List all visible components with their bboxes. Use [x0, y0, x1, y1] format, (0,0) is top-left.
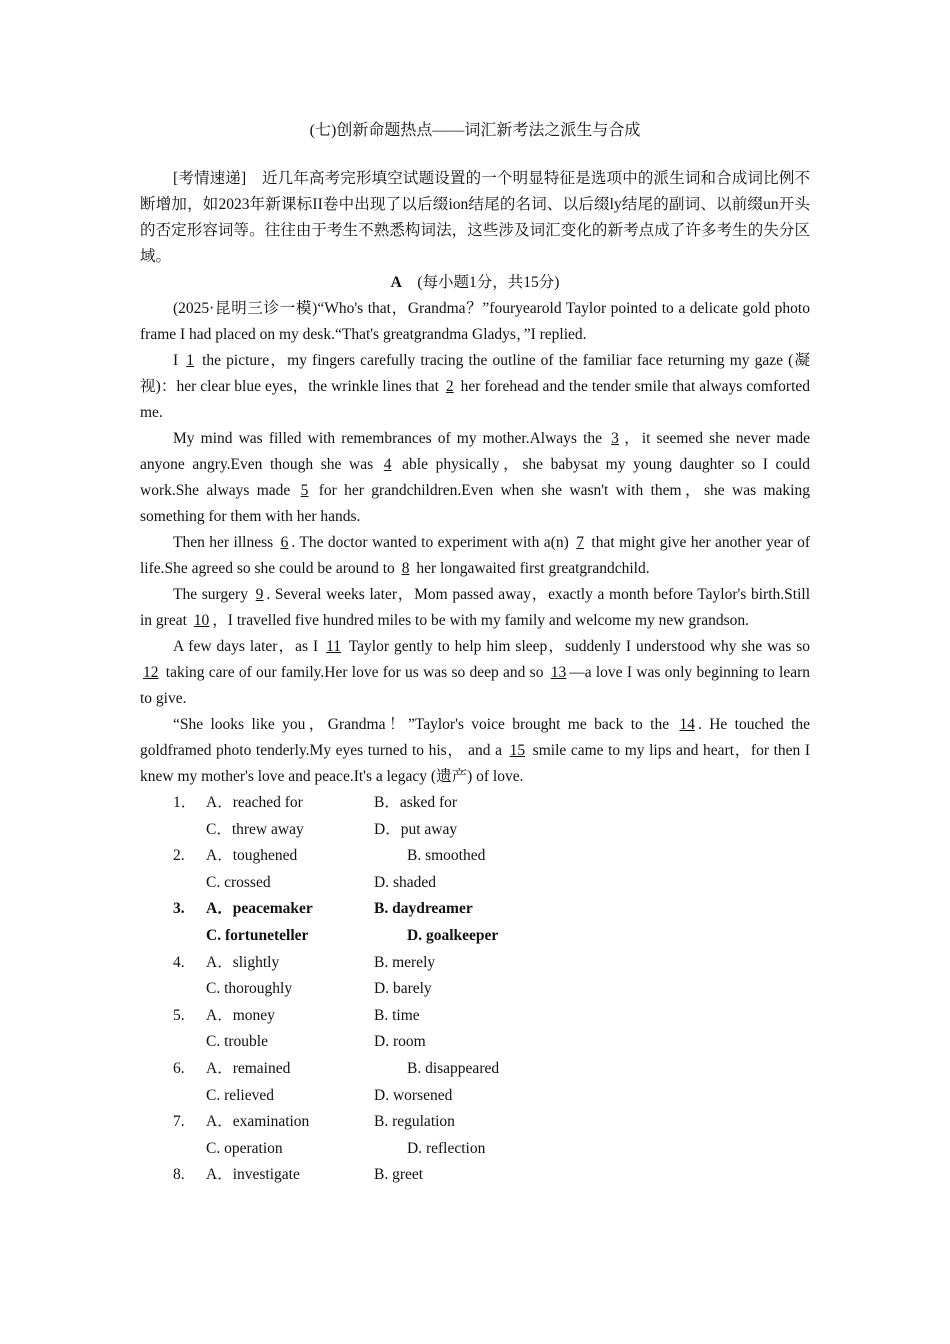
question-number: 8.	[173, 1166, 185, 1184]
question-number: 1．	[173, 794, 197, 811]
option-c: C. relieved	[206, 1086, 275, 1104]
passage-text: —a love I was only beginning to learn to give.	[140, 664, 810, 707]
section-label: A	[390, 274, 402, 291]
option-d: D. barely	[374, 980, 432, 998]
passage-text: able physically，she babysat my young daughter so I could work.She always made	[140, 456, 810, 499]
option-a: A．peacemaker	[206, 900, 313, 918]
passage-paragraph-1	[140, 296, 810, 348]
blank-13: 13	[550, 664, 567, 681]
passage-paragraph-3	[140, 426, 810, 530]
option-row	[140, 790, 810, 817]
passage-text: smile came to my lips and heart，for then I knew my mother's love and peace.It's a legacy (遗产) of love.	[140, 742, 811, 785]
question-number: 6.	[173, 1059, 185, 1077]
option-d: D. shaded	[374, 873, 436, 891]
option-row	[140, 1056, 810, 1083]
option-row	[140, 1136, 810, 1163]
option-d: D. reflection	[407, 1139, 486, 1157]
question-number: 3.	[173, 900, 185, 918]
option-d: D．put away	[374, 820, 458, 838]
passage-text: . The doctor wanted to experiment with a(n)	[291, 534, 574, 551]
blank-6: 6	[280, 534, 289, 551]
option-row	[140, 1029, 810, 1056]
option-c: C．threw away	[206, 820, 304, 838]
option-a: A．examination	[206, 1113, 310, 1131]
document-page	[140, 118, 810, 1189]
passage-paragraph-5	[140, 582, 810, 634]
page-title: (七)创新命题热点——词汇新考法之派生与合成	[309, 122, 641, 139]
passage-paragraph-7	[140, 712, 810, 790]
passage-text: Then her illness	[173, 534, 278, 551]
intro-text: 近几年高考完形填空试题设置的一个明显特征是选项中的派生词和合成词比例不断增加，如2023年新课标II卷中出现了以后缀ion结尾的名词、以后缀ly结尾的副词、以前缀un开头的否定形容词等。往往由于考生不熟悉构词法，这些涉及词汇变化的新考点成了许多考生的失分区域。	[140, 170, 810, 265]
option-row	[140, 817, 810, 844]
option-d: D. goalkeeper	[407, 926, 499, 944]
blank-9: 9	[255, 586, 264, 603]
passage-text: her longawaited first greatgrandchild.	[412, 560, 650, 577]
option-a: A．investigate	[206, 1166, 300, 1184]
option-b: B. smoothed	[407, 847, 486, 865]
blank-10: 10	[193, 612, 210, 629]
option-row	[140, 1162, 810, 1189]
passage-text: . Several weeks later，Mom passed away，exactly a month before Taylor's birth.Still in great	[140, 586, 810, 629]
option-a: A．toughened	[206, 847, 298, 865]
option-c: C. trouble	[206, 1033, 268, 1051]
option-c: C. crossed	[206, 873, 271, 891]
option-d: D. room	[374, 1033, 426, 1051]
option-d: D. worsened	[374, 1086, 453, 1104]
passage-paragraph-4	[140, 530, 810, 582]
blank-15: 15	[509, 742, 526, 759]
section-heading	[140, 270, 810, 296]
passage-text: ，I travelled five hundred miles to be with my family and welcome my new grandson.	[212, 612, 750, 629]
blank-14: 14	[679, 716, 695, 733]
blank-2: 2	[445, 378, 454, 395]
option-row	[140, 1083, 810, 1110]
passage-text: “She looks like you，Grandma！”Taylor's voice brought me back to the	[173, 716, 677, 733]
option-a: A．money	[206, 1006, 275, 1024]
option-row	[140, 923, 810, 950]
intro-paragraph	[140, 166, 810, 270]
passage-text: I	[173, 352, 184, 369]
option-a: A．remained	[206, 1059, 291, 1077]
blank-8: 8	[401, 560, 410, 577]
intro-tag: [考情速递]	[173, 170, 247, 187]
option-row	[140, 843, 810, 870]
passage-text: that might give her another year of life.She agreed so she could be around to	[140, 534, 810, 577]
question-number: 5.	[173, 1006, 185, 1024]
passage-text: Taylor gently to help him sleep，suddenly I understood why she was so	[344, 638, 811, 655]
section-note: (每小题1分，共15分)	[417, 274, 560, 291]
option-a: A．slightly	[206, 953, 280, 971]
passage-text: for her grandchildren.Even when she wasn't with them，she was making something for them with her hands.	[140, 482, 810, 525]
passage-paragraph-6	[140, 634, 810, 712]
passage-text: taking care of our family.Her love for us was so deep and so	[161, 664, 548, 681]
passage-paragraph-2	[140, 348, 810, 426]
passage-text: (2025·昆明三诊一模)“Who's that，Grandma？”fouryearold Taylor pointed to a delicate gold photo frame I had placed on my desk.“That's greatgrandma Gladys，”I replied.	[140, 300, 810, 343]
option-b: B. time	[374, 1006, 420, 1024]
question-number: 7.	[173, 1113, 185, 1131]
blank-4: 4	[383, 456, 392, 473]
passage-text: The surgery	[173, 586, 253, 603]
options-list	[140, 790, 810, 1189]
option-row	[140, 950, 810, 977]
question-number: 2.	[173, 847, 185, 865]
option-b: B. merely	[374, 953, 436, 971]
option-b: B. disappeared	[407, 1059, 500, 1077]
option-b: B. regulation	[374, 1113, 455, 1131]
blank-5: 5	[300, 482, 309, 499]
option-c: C. operation	[206, 1139, 283, 1157]
option-c: C. thoroughly	[206, 980, 293, 998]
blank-11: 11	[326, 638, 342, 655]
option-c: C. fortuneteller	[206, 926, 309, 944]
passage-text: her forehead and the tender smile that always comforted me.	[140, 378, 810, 421]
option-a: A．reached for	[206, 794, 303, 811]
option-b: B. greet	[374, 1166, 424, 1184]
passage-text: My mind was filled with remembrances of my mother.Always the	[173, 430, 609, 447]
option-row	[140, 896, 810, 923]
option-row	[140, 1003, 810, 1030]
blank-7: 7	[576, 534, 584, 551]
blank-12: 12	[143, 664, 159, 681]
option-b: B. daydreamer	[374, 900, 473, 918]
passage-text: ，it seemed she never made anyone angry.Even though she was	[140, 430, 810, 473]
option-b: B．asked for	[374, 794, 458, 811]
passage-text: . He touched the goldframed photo tenderly.My eyes turned to his， and a	[140, 716, 811, 759]
option-row	[140, 976, 810, 1003]
passage-text: A few days later，as I	[173, 638, 324, 655]
option-row	[140, 1109, 810, 1136]
blank-1: 1	[186, 352, 195, 369]
passage-text: the picture，my fingers carefully tracing the outline of the familiar face returning my gaze (凝视)：her clear blue eyes，the wrinkle lines that	[140, 352, 810, 395]
question-number: 4.	[173, 953, 185, 971]
option-row	[140, 870, 810, 897]
blank-3: 3	[611, 430, 619, 447]
